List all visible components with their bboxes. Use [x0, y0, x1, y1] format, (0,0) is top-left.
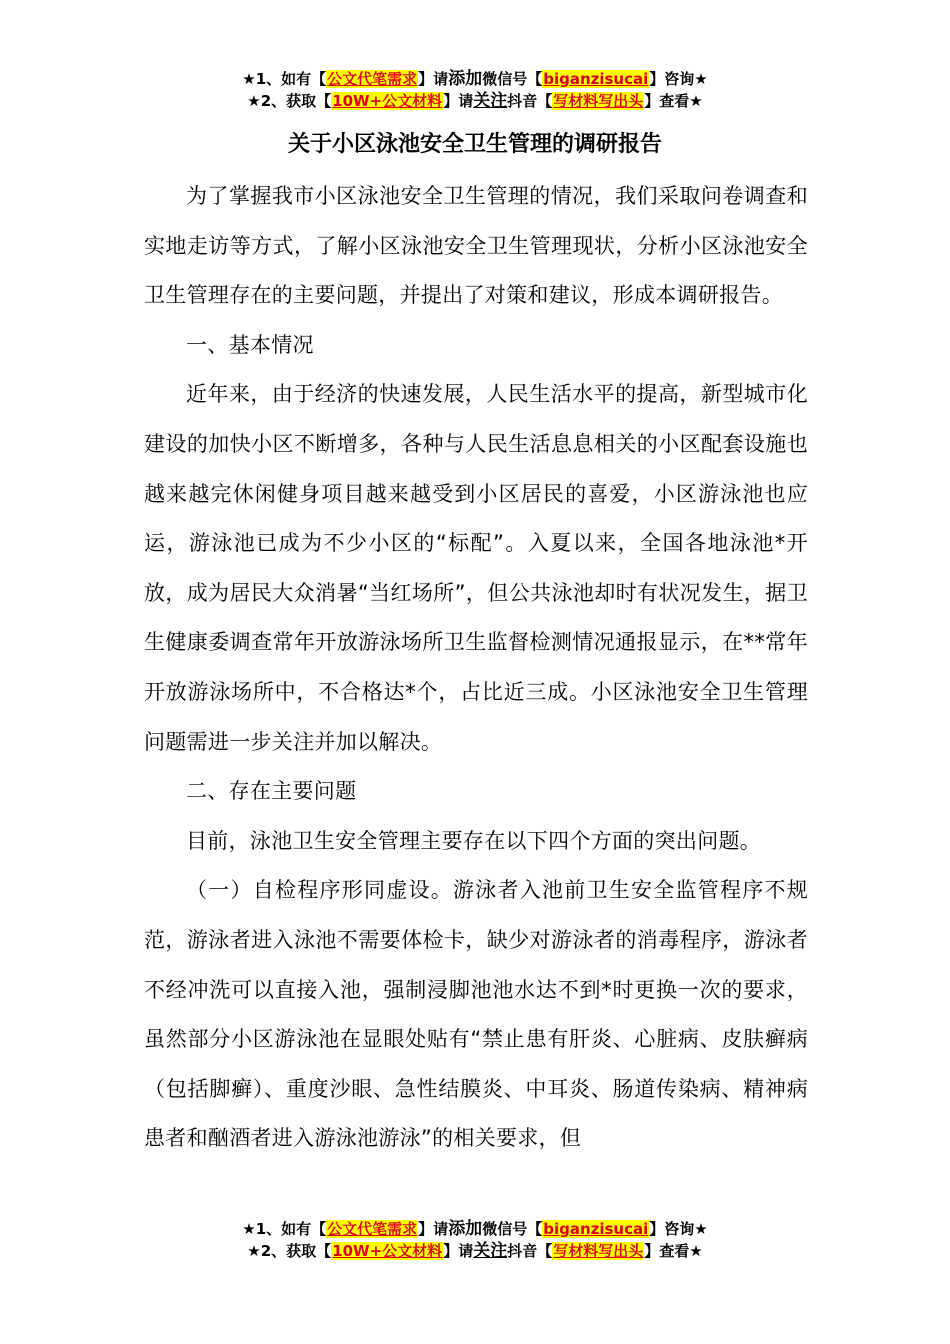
- section-heading-main-problems: 二、存在主要问题: [186, 779, 357, 804]
- banner-text: ★1、如有【: [242, 70, 327, 88]
- banner-emphasis: 关注: [473, 91, 508, 111]
- document-title: 关于小区泳池安全卫生管理的调研报告: [287, 132, 662, 157]
- banner-highlight: 公文代笔需求: [327, 1220, 418, 1238]
- banner-highlight: 公文代笔需求: [327, 70, 418, 88]
- banner-emphasis: 添加: [448, 1219, 483, 1239]
- banner-emphasis: 添加: [448, 69, 483, 89]
- banner-text: ★2、获取【: [247, 1242, 332, 1260]
- banner-text: 微信号【: [482, 70, 543, 88]
- banner-highlight: 写材料写出头: [553, 92, 644, 110]
- banner-highlight: 10W+公文材料: [332, 92, 443, 110]
- banner-line-2: [0, 1240, 950, 1262]
- footer-banner: [0, 1218, 950, 1262]
- banner-line-1: [0, 1218, 950, 1240]
- paragraph-basic-situation: 近年来，由于经济的快速发展，人民生活水平的提高，新型城市化建设的加快小区不断增多，各种与人民生活息息相关的小区配套设施也越来越完休闲健身项目越来越受到小区居民的喜爱，小区游泳池也应运，游泳池已成为不少小区的“标配”。入夏以来，全国各地泳池*开放，成为居民大众消暑“当红场所”，但公共泳池却时有状况发生，据卫生健康委调查常年开放游泳场所卫生监督检测情况通报显示，在**常年开放游泳场所中，不合格达*个，占比近三成。小区泳池安全卫生管理问题需进一步关注并加以解决。: [144, 382, 808, 754]
- banner-text: 微信号【: [482, 1220, 543, 1238]
- banner-highlight: biganzisucai: [543, 1220, 649, 1238]
- banner-highlight: 10W+公文材料: [332, 1242, 443, 1260]
- banner-highlight: biganzisucai: [543, 70, 649, 88]
- banner-line-1: [0, 68, 950, 90]
- section-heading-basic-situation: 一、基本情况: [186, 332, 314, 357]
- paragraph-problem-1: （一）自检程序形同虚设。游泳者入池前卫生安全监管程序不规范，游泳者进入泳池不需要体检卡，缺少对游泳者的消毒程序，游泳者不经冲洗可以直接入池，强制浸脚池池水达不到*时更换一次的要求，虽然部分小区游泳池在显眼处贴有“禁止患有肝炎、心脏病、皮肤癣病（包括脚癣）、重度沙眼、急性结膜炎、中耳炎、肠道传染病、精神病患者和酗酒者进入游泳池游泳”的相关要求，但: [144, 878, 808, 1151]
- banner-text: 】请: [443, 92, 474, 110]
- header-banner: [0, 68, 950, 112]
- banner-highlight: 写材料写出头: [553, 1242, 644, 1260]
- banner-text: 】咨询★: [649, 70, 708, 88]
- banner-text: 】请: [443, 1242, 474, 1260]
- banner-text: 】查看★: [644, 92, 703, 110]
- banner-emphasis: 关注: [473, 1241, 508, 1261]
- document-body: [144, 172, 808, 1164]
- paragraph-intro: 为了掌握我市小区泳池安全卫生管理的情况，我们采取问卷调查和实地走访等方式，了解小区泳池安全卫生管理现状，分析小区泳池安全卫生管理存在的主要问题，并提出了对策和建议，形成本调研报告。: [144, 184, 808, 308]
- paragraph-problems-intro: 目前，泳池卫生安全管理主要存在以下四个方面的突出问题。: [186, 828, 762, 853]
- banner-line-2: [0, 90, 950, 112]
- banner-text: 】请: [418, 70, 449, 88]
- banner-text: ★1、如有【: [242, 1220, 327, 1238]
- banner-text: ★2、获取【: [247, 92, 332, 110]
- banner-text: 抖音【: [507, 1242, 553, 1260]
- banner-text: 抖音【: [507, 92, 553, 110]
- banner-text: 】请: [418, 1220, 449, 1238]
- banner-text: 】咨询★: [649, 1220, 708, 1238]
- banner-text: 】查看★: [644, 1242, 703, 1260]
